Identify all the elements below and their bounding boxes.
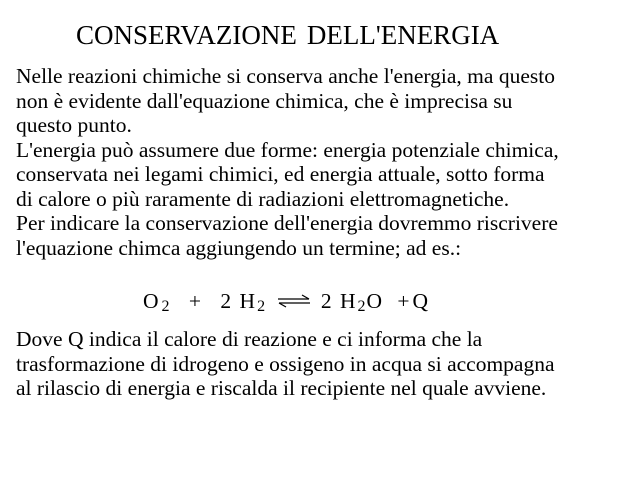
water-subscript: 2 (357, 298, 366, 315)
title-word-2: DELL'ENERGIA (306, 20, 500, 50)
paragraph-line: l'equazione chimca aggiungendo un termine; ad es.: (16, 235, 462, 260)
plus-sign: + (397, 289, 410, 313)
paragraph-line: L'energia può assumere due forme: energia potenziale chimica, (16, 137, 559, 162)
water-coefficient: 2 (320, 289, 332, 313)
heat-symbol: Q (412, 289, 429, 313)
hydrogen-subscript: 2 (257, 298, 266, 315)
hydrogen-symbol: H (239, 289, 256, 313)
paragraph-line: Nelle reazioni chimiche si conserva anche l'energia, ma questo (16, 64, 555, 88)
water-hydrogen-symbol: H (339, 289, 356, 313)
oxygen-subscript: 2 (161, 298, 170, 315)
page-title (76, 18, 499, 52)
paragraph-line: non è evidente dall'equazione chimica, che è imprecisa su (16, 88, 513, 113)
paragraph-line: al rilascio di energia e riscalda il recipiente nel quale avviene. (16, 376, 547, 400)
paragraph-line: conservata nei legami chimici, ed energia attuale, sotto forma (16, 162, 545, 186)
paragraph-line: trasformazione di idrogeno e ossigeno in acqua si accompagna (16, 351, 555, 376)
paragraph-line: questo punto. (16, 113, 132, 137)
paragraph-line: di calore o più raramente di radiazioni elettromagnetiche. (16, 186, 510, 211)
paragraph-line: Per indicare la conservazione dell'energia dovremmo riscrivere (16, 211, 558, 235)
water-oxygen-symbol: O (366, 289, 383, 313)
paragraph-line: Dove Q indica il calore di reazione e ci informa che la (16, 327, 483, 351)
plus-sign: + (188, 289, 202, 313)
explanation-paragraph (16, 327, 636, 401)
oxygen-symbol: O (143, 289, 159, 313)
chemical-equation (143, 288, 428, 317)
hydrogen-coefficient: 2 (220, 289, 232, 313)
intro-paragraph (16, 64, 636, 260)
title-word-1: CONSERVAZIONE (76, 20, 297, 50)
equilibrium-arrow-icon (276, 294, 312, 308)
